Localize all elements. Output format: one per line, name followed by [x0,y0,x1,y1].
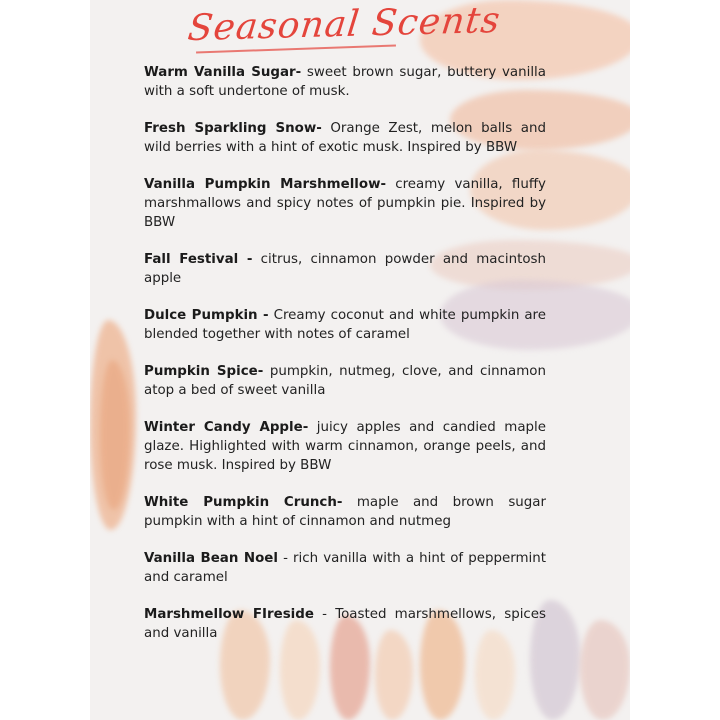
scent-name: Dulce Pumpkin - [144,308,269,323]
scent-description: - rich vanilla with a hint of peppermint and caramel [144,551,546,585]
scent-item [144,549,546,587]
scent-description: creamy vanilla, fluffy marshmallows and spicy notes of pumpkin pie. Inspired by BBW [144,177,546,230]
scent-name: Vanilla Bean Noel [144,551,278,566]
scent-name: White Pumpkin Crunch- [144,495,343,510]
scent-description: - Toasted marshmellows, spices and vanilla [144,607,546,641]
scent-name: Marshmellow FIreside [144,607,314,622]
scent-item [144,63,546,101]
scent-name: Vanilla Pumpkin Marshmellow- [144,177,386,192]
menu-card [90,0,630,720]
scent-item [144,119,546,157]
page-title: Seasonal Scents [185,0,503,50]
scent-item [144,250,546,288]
scent-item [144,175,546,232]
scent-name: Pumpkin Spice- [144,364,264,379]
scent-description: citrus, cinnamon powder and macintosh apple [144,252,546,286]
scent-description: juicy apples and candied maple glaze. Highlighted with warm cinnamon, orange peels, and rose musk. Inspired by BBW [144,420,547,473]
scent-description: Orange Zest, melon balls and wild berries with a hint of exotic musk. Inspired by BBW [144,121,546,155]
scent-item [144,306,546,344]
scent-item [144,605,546,643]
watercolor-stroke-bottom-8 [580,620,630,720]
scent-name: Fresh Sparkling Snow- [144,121,322,136]
scent-description: Creamy coconut and white pumpkin are blended together with notes of caramel [144,308,546,342]
scent-name: Warm Vanilla Sugar- [144,65,302,80]
scent-list [144,63,546,661]
scent-description: sweet brown sugar, buttery vanilla with a soft undertone of musk. [144,65,546,99]
scent-item [144,362,546,400]
scent-item [144,418,546,475]
scent-name: Winter Candy Apple- [144,420,309,435]
scent-description: pumpkin, nutmeg, clove, and cinnamon atop a bed of sweet vanilla [144,364,546,398]
scent-description: maple and brown sugar pumpkin with a hint of cinnamon and nutmeg [144,495,547,529]
scent-name: Fall Festival - [144,252,253,267]
scent-item [144,493,546,531]
